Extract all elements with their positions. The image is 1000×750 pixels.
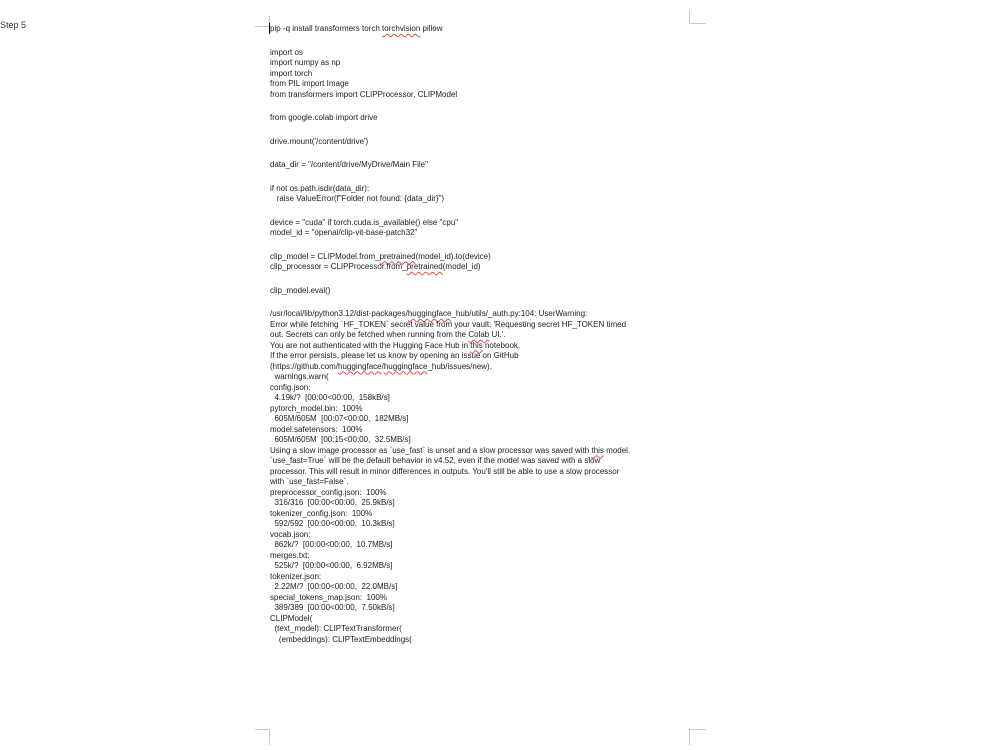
document-line: clip_model = CLIPModel.from_pretrained(model_id).to(device) <box>270 251 491 261</box>
document-line: drive.mount('/content/drive') <box>270 136 369 146</box>
document-line: clip_model.eval() <box>270 285 331 295</box>
document-line: Error while fetching `HF_TOKEN` secret value from your vault: 'Requesting secret HF_TOKEN timed <box>270 319 627 329</box>
spellcheck-flagged-word: huggingface <box>407 309 452 318</box>
document-line: /usr/local/lib/python3.12/dist-packages/huggingface_hub/utils/_auth.py:104: UserWarning: <box>270 309 588 318</box>
document-line: from PIL import Image <box>270 79 349 88</box>
paragraph-spacer <box>270 239 690 252</box>
document-line: 605M/605M [00:07<00:00, 182MB/s] <box>270 414 409 423</box>
document-line: 4.19k/? [00:00<00:00, 158kB/s] <box>270 393 390 402</box>
spellcheck-flagged-word: huggingface <box>338 361 382 371</box>
document-line: vocab.json: <box>270 529 311 539</box>
page-corner-mark-top-right <box>689 10 706 24</box>
spellcheck-flagged-word: pretrained <box>406 262 443 271</box>
document-line: tokenizer_config.json: 100% <box>270 508 373 518</box>
page-corner-mark-top-left <box>255 16 270 27</box>
page-corner-mark-bottom-right <box>689 729 706 745</box>
document-line: 389/389 [00:00<00:00, 7.50kB/s] <box>270 603 395 612</box>
document-line: raise ValueError(f"Folder not found: {data_dir}") <box>270 194 445 203</box>
document-line: warnings.warn( <box>270 372 329 381</box>
document-line: import torch <box>270 68 313 78</box>
document-line: device = "cuda" if torch.cuda.is_available() else "cpu" <box>270 217 459 227</box>
document-line: 605M/605M [00:15<00:00, 32.5MB/s] <box>270 435 411 444</box>
document-line: (embeddings): CLIPTextEmbeddings( <box>270 634 412 644</box>
paragraph-spacer <box>270 100 690 113</box>
document-line: processor. This will result in minor differences in outputs. You'll still be able to use a slow processor <box>270 466 620 476</box>
document-line: You are not authenticated with the Hugging Face Hub in this notebook. <box>270 340 521 350</box>
document-line: import os <box>270 47 303 57</box>
paragraph-spacer <box>270 205 690 218</box>
document-line: 316/316 [00:00<00:00, 25.9kB/s] <box>270 498 395 507</box>
document-line: with `use_fast=False`. <box>270 477 349 486</box>
document-line: If the error persists, please let us know by opening an issue on GitHub <box>270 351 519 360</box>
spellcheck-flagged-word: pretrained <box>379 251 416 261</box>
document-line: from google.colab import drive <box>270 113 378 122</box>
document-line: merges.txt: <box>270 550 310 560</box>
paragraph-spacer <box>270 273 690 286</box>
paragraph-spacer <box>270 171 690 184</box>
document-line: model_id = "openai/clip-vit-base-patch32" <box>270 228 418 237</box>
spellcheck-flagged-word: this <box>591 445 604 455</box>
document-body[interactable] <box>270 24 690 645</box>
document-line: preprocessor_config.json: 100% <box>270 487 387 497</box>
paragraph-spacer <box>270 124 690 137</box>
document-line: data_dir = "/content/drive/MyDrive/Main File" <box>270 160 428 169</box>
paragraph-spacer <box>270 296 690 309</box>
document-line: pytorch_model.bin: 100% <box>270 403 363 413</box>
spellcheck-flagged-word: this <box>470 340 483 350</box>
document-line: from transformers import CLIPProcessor, CLIPModel <box>270 89 458 99</box>
document-line: model.safetensors: 100% <box>270 424 363 434</box>
document-line: out. Secrets can only be fetched when running from the Colab UI.'. <box>270 330 506 339</box>
paragraph-spacer <box>270 147 690 160</box>
document-line: 592/592 [00:00<00:00, 10.3kB/s] <box>270 519 395 528</box>
document-line: Using a slow image processor as `use_fast` is unset and a slow processor was saved with this model. <box>270 445 631 455</box>
document-line: (https://github.com/huggingface/huggingface_hub/issues/new). <box>270 361 492 371</box>
spellcheck-flagged-word: huggingface <box>383 361 428 371</box>
spellcheck-flagged-word: torchvision <box>382 24 421 33</box>
step-label: Step 5 <box>0 20 27 30</box>
document-line: pip -q install transformers torch torchvision pillow <box>270 24 443 33</box>
document-line: 2.22M/? [00:00<00:00, 22.0MB/s] <box>270 582 398 591</box>
paragraph-spacer <box>270 35 690 48</box>
spellcheck-flagged-word: Colab <box>468 330 490 339</box>
document-line: if not os.path.isdir(data_dir): <box>270 183 370 193</box>
document-line: 862k/? [00:00<00:00, 10.7MB/s] <box>270 540 393 549</box>
document-line: special_tokens_map.json: 100% <box>270 592 387 602</box>
document-line: tokenizer.json: <box>270 571 322 581</box>
document-line: config.json: <box>270 382 311 392</box>
document-line: clip_processor = CLIPProcessor.from_pretrained(model_id) <box>270 262 481 271</box>
document-line: import numpy as np <box>270 58 341 67</box>
document-line: CLIPModel( <box>270 613 313 623</box>
document-line: `use_fast=True` will be the default behavior in v4.52, even if the model was saved with a slow <box>270 456 601 465</box>
page-corner-mark-bottom-left <box>255 729 270 745</box>
document-line: 525k/? [00:00<00:00, 6.92MB/s] <box>270 561 393 570</box>
document-line: (text_model): CLIPTextTransformer( <box>270 624 402 633</box>
